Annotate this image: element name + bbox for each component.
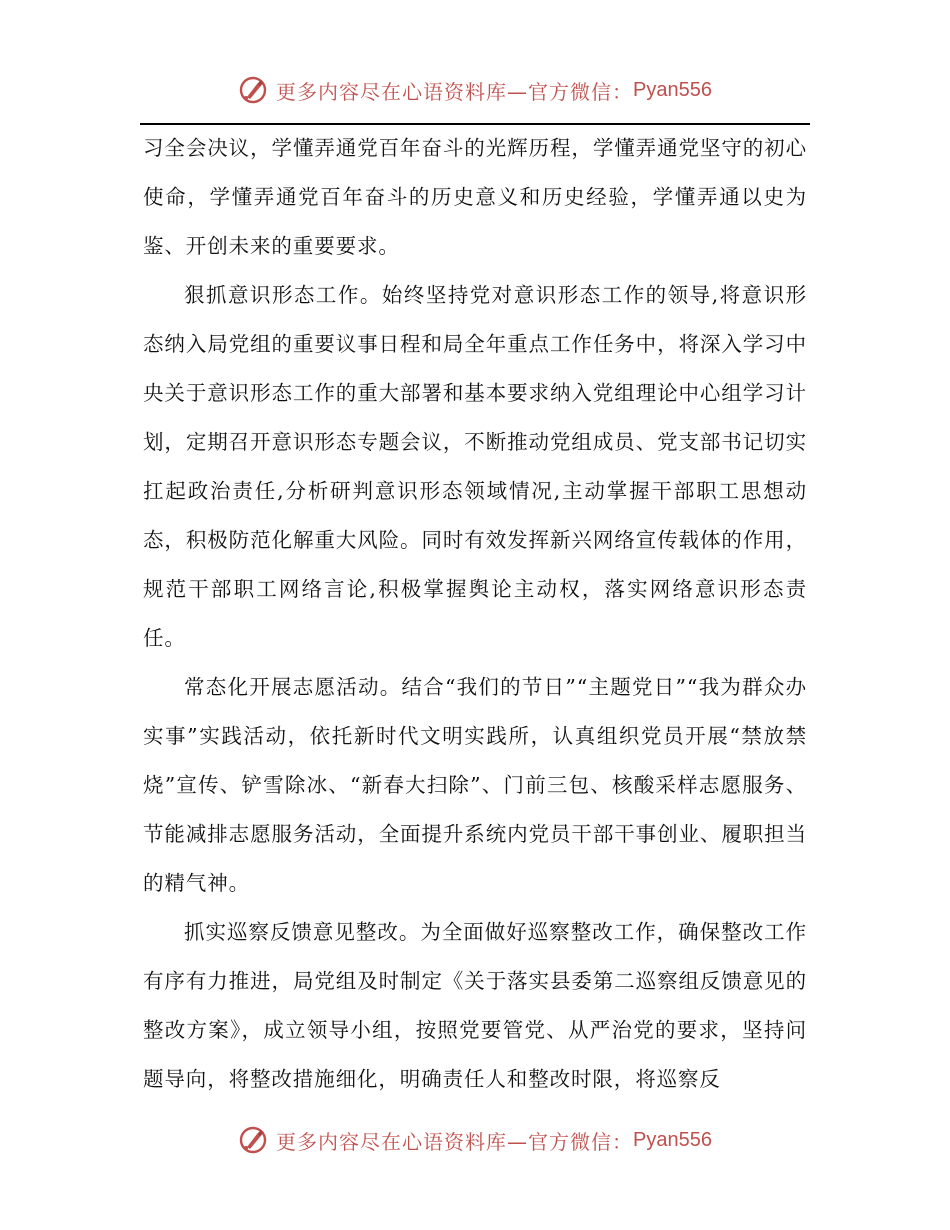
paragraph-continuation: 习全会决议，学懂弄通党百年奋斗的光辉历程，学懂弄通党坚守的初心使命，学懂弄通党百年奋斗的历史意义和历史经验，学懂弄通以史为鉴、开创未来的重要要求。: [143, 136, 807, 258]
footer-banner-text: 更多内容尽在心语资料库—官方微信：: [276, 1129, 634, 1154]
document-body: [143, 124, 807, 1104]
paragraph-ideology-work: 狠抓意识形态工作。始终坚持党对意识形态工作的领导,将意识形态纳入局党组的重要议事日程和局全年重点工作任务中，将深入学习中央关于意识形态工作的重大部署和基本要求纳入党组理论中心组学习计划，定期召开意识形态专题会议，不断推动党组成员、党支部书记切实扛起政治责任,分析研判意识形态领域情况,主动掌握干部职工思想动态，积极防范化解重大风险。同时有效发挥新兴网络宣传载体的作用，规范干部职工网络言论,积极掌握舆论主动权，落实网络意识形态责任。: [143, 283, 807, 650]
header-banner-text: 更多内容尽在心语资料库—官方微信：: [276, 79, 634, 104]
paragraph-volunteer-activities: 常态化开展志愿活动。结合“我们的节日”“主题党日”“我为群众办实事”实践活动，依托新时代文明实践所，认真组织党员开展“禁放禁烧”宣传、铲雪除冰、“新春大扫除”、门前三包、核酸采样志愿服务、节能减排志愿服务活动，全面提升系统内党员干部干事创业、履职担当的精气神。: [143, 675, 807, 895]
footer-banner-id: Pyan556: [633, 1128, 712, 1151]
pen-nib-logo-icon: [238, 1125, 268, 1155]
header-banner: [0, 70, 950, 110]
footer-banner: [0, 1120, 950, 1160]
header-banner-id: Pyan556: [633, 78, 712, 101]
paragraph-inspection-rectification: 抓实巡察反馈意见整改。为全面做好巡察整改工作，确保整改工作有序有力推进，局党组及时制定《关于落实县委第二巡察组反馈意见的整改方案》，成立领导小组，按照党要管党、从严治党的要求，坚持问题导向，将整改措施细化，明确责任人和整改时限，将巡察反: [143, 920, 807, 1091]
pen-nib-logo-icon: [238, 75, 268, 105]
